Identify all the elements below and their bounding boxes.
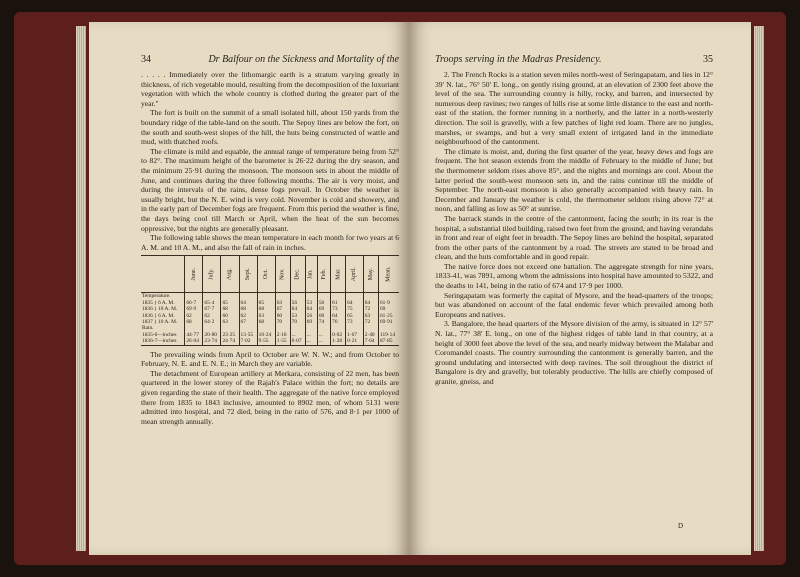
table-cell: 64 <box>290 306 305 312</box>
table-cell: 56 <box>305 313 317 319</box>
right-body <box>435 70 713 387</box>
table-cell: 65 <box>221 300 239 306</box>
table-cell: 60 <box>275 313 290 319</box>
row-label: 1837 } 10 A. M. <box>142 318 178 325</box>
table-cell: 56 <box>290 300 305 306</box>
table-cell: 72 <box>363 306 378 312</box>
month-header-label: Jan. <box>308 269 315 280</box>
table-cell: 1·67 <box>346 332 364 338</box>
month-header <box>305 256 317 293</box>
month-header-label: Feb. <box>320 269 327 280</box>
row-label: Rain. <box>142 325 154 332</box>
month-header <box>378 256 399 293</box>
table-row <box>141 293 399 300</box>
table-cell <box>290 293 305 300</box>
table-cell: 60 <box>221 313 239 319</box>
paragraph: The prevailing winds from April to October are W. N. W.; and from October to February, N. E. and E. N. E.; in March they are variable. <box>141 349 399 369</box>
table-cell <box>331 293 346 300</box>
row-label: 1836-7—inches <box>142 338 177 345</box>
paragraph: Seringapatam was formerly the capital of Mysore, and the head-quarters of the troops; but was abandoned on account of the fatal endemic fever which prevailed among both Europeans and natives. <box>435 290 713 319</box>
table-cell: 68 <box>185 319 203 325</box>
right-header <box>435 54 713 65</box>
table-cell: 64 <box>363 300 378 306</box>
month-header-label: Nov. <box>279 268 286 281</box>
table-cell: 66·7 <box>185 300 203 306</box>
table-cell: 64 <box>239 300 257 306</box>
table-cell: 62 <box>185 313 203 319</box>
table-cell: 62 <box>239 313 257 319</box>
right-running-title: Troops serving in the Madras Presidency. <box>435 54 602 65</box>
table-cell: 61·9 <box>378 300 399 306</box>
table-cell: 72 <box>363 319 378 325</box>
table-cell: 63 <box>363 313 378 319</box>
table-corner <box>141 256 185 293</box>
table-cell: ... <box>317 338 330 345</box>
paragraph: The fort is built on the summit of a small isolated hill, about 150 yards from the boundary ridge of the table-land on the south. The Sepoy lines are below the fort, on the south and south-west slopes of the hill, the huts being constructed of wattle and mud, with thatched roofs. <box>141 108 399 147</box>
table-cell: 7·02 <box>239 338 257 345</box>
month-header <box>221 256 239 293</box>
table-cell: 20·80 <box>203 332 221 338</box>
paragraph: The climate is mild and equable, the annual range of temperature being from 52° to 82°. The maximum height of the barometer is 26·22 during the dry season, and the minimum 25·91 during the monsoon. The monsoon sets in about the middle of June, and continues during the three following months. The air is very moist, and during the intervals of the rains, dense fogs prevail. In October the weather is usually bright, but the N. E. wind is very cold. November is cold and showery, and in the early part of December fogs are frequent. From this period the weather is fine, the days being cool till March or April, when the heat of the sun becomes oppressive, but the nights are generally pleasant. <box>141 146 399 233</box>
table-cell <box>221 293 239 300</box>
row-label: 1836 } 10 A. M. <box>142 306 178 313</box>
table-cell: 67 <box>275 306 290 312</box>
paragraph: The detachment of European artillery at Merkara, consisting of 22 men, has been quartered in the lower storey of the Rajah's Palace within the fort; no details are given regarding the state of their health. The aggregate of the native force employed there from 1835 to 1843 inclusive, amounted to 8902 men, of whom 5131 were admitted into hospital, and 72 died, being in the ratio of 576, and 8·1 per 1000 of mean strength annually. <box>141 368 399 426</box>
table-cell: 65 <box>346 313 364 319</box>
table-cell <box>275 293 290 300</box>
row-label: Temperature. <box>141 293 185 300</box>
table-cell: 23·74 <box>203 338 221 345</box>
table-cell <box>346 293 364 300</box>
month-header <box>363 256 378 293</box>
table-cell: 64 <box>331 313 346 319</box>
month-header <box>185 256 203 293</box>
month-header <box>346 256 364 293</box>
row-label: 1836 } 6 A. M. <box>142 312 175 319</box>
book-binding <box>14 12 786 565</box>
table-cell: 0·21 <box>346 338 364 345</box>
table-cell <box>363 293 378 300</box>
month-header <box>290 256 305 293</box>
table-cell: 26·04 <box>185 338 203 345</box>
table-cell <box>317 293 330 300</box>
paragraph: 3. Bangalore, the head quarters of the Mysore division of the army, is situated in 12° 57' N. lat., 77° 38' E. long., on one of the highest ridges of table land in that country, at a height of 3000 feet above the level of the sea, and nearly midway between the Malabar and Coromandel coasts. The country surrounding the cantonment is generally barren, and the ground undulating and intersected with deep ravines. The soil throughout the district of Bangalore is dry and gravelly, but tolerably productive. The hills are chiefly composed of granite, gneiss, and <box>435 319 713 386</box>
table-cell: 67·7 <box>203 306 221 312</box>
left-page <box>89 22 409 555</box>
row-label: 1835-6—inches <box>142 331 177 338</box>
table-cell: 70 <box>275 319 290 325</box>
table-cell: 1·55 <box>275 338 290 345</box>
table-cell <box>257 293 275 300</box>
month-header-label: June. <box>190 268 197 281</box>
right-page <box>409 22 751 555</box>
month-header <box>331 256 346 293</box>
table-cell <box>378 293 399 300</box>
table-cell: 68 <box>257 319 275 325</box>
table-cell: 65 <box>257 300 275 306</box>
month-header <box>239 256 257 293</box>
table-cell: 1·28 <box>331 338 346 345</box>
table-cell <box>203 293 221 300</box>
table-cell: 67 <box>239 319 257 325</box>
table-cell: 73 <box>331 306 346 312</box>
table-cell: 56 <box>317 300 330 306</box>
month-header <box>275 256 290 293</box>
table-cell: 13·55 <box>239 332 257 338</box>
table-cell: ... <box>305 338 317 345</box>
page-edges-right <box>754 26 764 551</box>
paragraph: The native force does not exceed one battalion. The aggregate strength for nine years, 1833-41, was 7891, among whom the admissions into hospital have amounted to 5322, and the deaths to 141, being in the ratio of 674 and 17·9 per 1000. <box>435 261 713 291</box>
month-header-label: Aug. <box>226 268 233 281</box>
paragraph: 2. The French Rocks is a station seven miles north-west of Seringapatam, and lies in 12° 39' N. lat., 76° 50' E. long., on gently rising ground, at an elevation of 2300 feet above the level of the sea. The surrounding country is hilly, rocky, and barren, and intersected by numerous deep ravines; two ranges of hills rise at some little distance to the east and north-east of the station, the former running in a northerly, and the latter in a north-westerly direction. The soil is gravelly, with a few patches of light red loam. There are no jungles, marshes, or swamps, and but a very small extent of irrigated land in the immediate neighbourhood of the cantonment. <box>435 70 713 147</box>
table-cell: 53 <box>290 313 305 319</box>
table-cell: 63 <box>257 313 275 319</box>
left-body <box>141 70 399 426</box>
table-cell: 0·02 <box>331 332 346 338</box>
month-header-label: May. <box>367 268 374 281</box>
table-cell: 69 <box>378 306 399 312</box>
paragraph: . . . . . Immediately over the lithomargic earth is a stratum varying greatly in thickness, of rich vegetable mould, resulting from the decomposition of the luxuriant vegetation with which the whole country is clothed during the greater part of the year." <box>141 70 399 108</box>
month-header-label: April. <box>351 267 358 282</box>
table-cell: 44·77 <box>185 332 203 338</box>
table-cell: 24·74 <box>221 338 239 345</box>
month-header-label: Dec. <box>294 268 301 280</box>
temperature-rain-table <box>141 255 399 345</box>
table-cell: ... <box>305 332 317 338</box>
month-header-label: Oct. <box>262 269 269 280</box>
left-header <box>141 54 399 65</box>
table-row <box>141 338 399 345</box>
table-cell: 68 <box>239 306 257 312</box>
month-header-label: Mar. <box>334 268 341 280</box>
table-cell: 65·4 <box>203 300 221 306</box>
table-cell: 63 <box>221 319 239 325</box>
month-header-label: July. <box>208 268 215 280</box>
left-page-number: 34 <box>141 54 151 65</box>
month-header <box>257 256 275 293</box>
table-cell: 76 <box>331 319 346 325</box>
table-cell: 61 <box>331 300 346 306</box>
table-cell <box>185 293 203 300</box>
table-cell: 62 <box>203 313 221 319</box>
paragraph: The following table shows the mean temperature in each month for two years at 6 A. M. and 10 A. M., and also the fall of rain in inches. <box>141 233 399 252</box>
month-header-label: Sept. <box>244 268 251 281</box>
table-cell: 69·9 <box>185 306 203 312</box>
table-cell: 2·18 <box>275 332 290 338</box>
table-cell: 53 <box>305 300 317 306</box>
table-cell: 75 <box>346 306 364 312</box>
table-cell: 23·25 <box>221 332 239 338</box>
table-cell: 68 <box>221 306 239 312</box>
left-running-title: Dr Balfour on the Sickness and Mortality of the <box>208 54 399 65</box>
table-cell: 68 <box>257 306 275 312</box>
month-header <box>203 256 221 293</box>
table-cell <box>305 293 317 300</box>
table-cell: 63 <box>275 300 290 306</box>
table-cell: 7·64 <box>363 338 378 345</box>
table-cell: 2·40 <box>363 332 378 338</box>
table-cell: 60 <box>317 313 330 319</box>
paragraph: The barrack stands in the centre of the cantonment, facing the south; in its rear is the hospital, a substantial tiled building, raised two feet from the ground, and having verandahs in front and rear of eight feet in breadth. The Sepoy lines are behind the hospital, separated from the other parts of the cantonment by a road. The streets are stated to be broad and clean, and the huts comfortable and in good repair. <box>435 213 713 262</box>
table-cell: ... <box>317 332 330 338</box>
table-cell: ... <box>290 332 305 338</box>
month-header <box>317 256 330 293</box>
page-edges-left <box>76 26 86 551</box>
table-cell: 9·55 <box>257 338 275 345</box>
table-cell: 69 <box>317 306 330 312</box>
table-cell <box>239 293 257 300</box>
table-cell: 69 <box>305 319 317 325</box>
table-cell: 74 <box>317 319 330 325</box>
table-cell: 64 <box>346 300 364 306</box>
month-header-label: Mean. <box>385 266 392 282</box>
table-cell: 87·85 <box>378 338 399 345</box>
table-cell: 73 <box>346 319 364 325</box>
table-cell: 64 <box>305 306 317 312</box>
paragraph: The climate is moist, and, during the first quarter of the year, heavy dews and fogs are frequent. The hot season extends from the middle of February to the middle of June; but the thermometer seldom rises above 85°, and the nights and mornings are cool. About the latter period the south-west monsoon sets in, and the rains continue till the middle of September. The north-east monsoon is also generally accompanied with heavy rain. In December and January the weather is cold, the thermometer seldom rising above 72° at noon, and falling as low as 50° at sunrise. <box>435 146 713 214</box>
table-cell: 0·07 <box>290 338 305 345</box>
table-cell: 61·25 <box>378 313 399 319</box>
row-label: 1835 } 6 A. M. <box>142 299 175 306</box>
table-cell: 69·91 <box>378 319 399 325</box>
table-cell: 64·2 <box>203 319 221 325</box>
right-page-number: 35 <box>703 54 713 65</box>
table-cell: 70 <box>290 319 305 325</box>
signature-mark: D <box>677 522 683 530</box>
table-cell: 119·14 <box>378 332 399 338</box>
table-cell: 10·24 <box>257 332 275 338</box>
